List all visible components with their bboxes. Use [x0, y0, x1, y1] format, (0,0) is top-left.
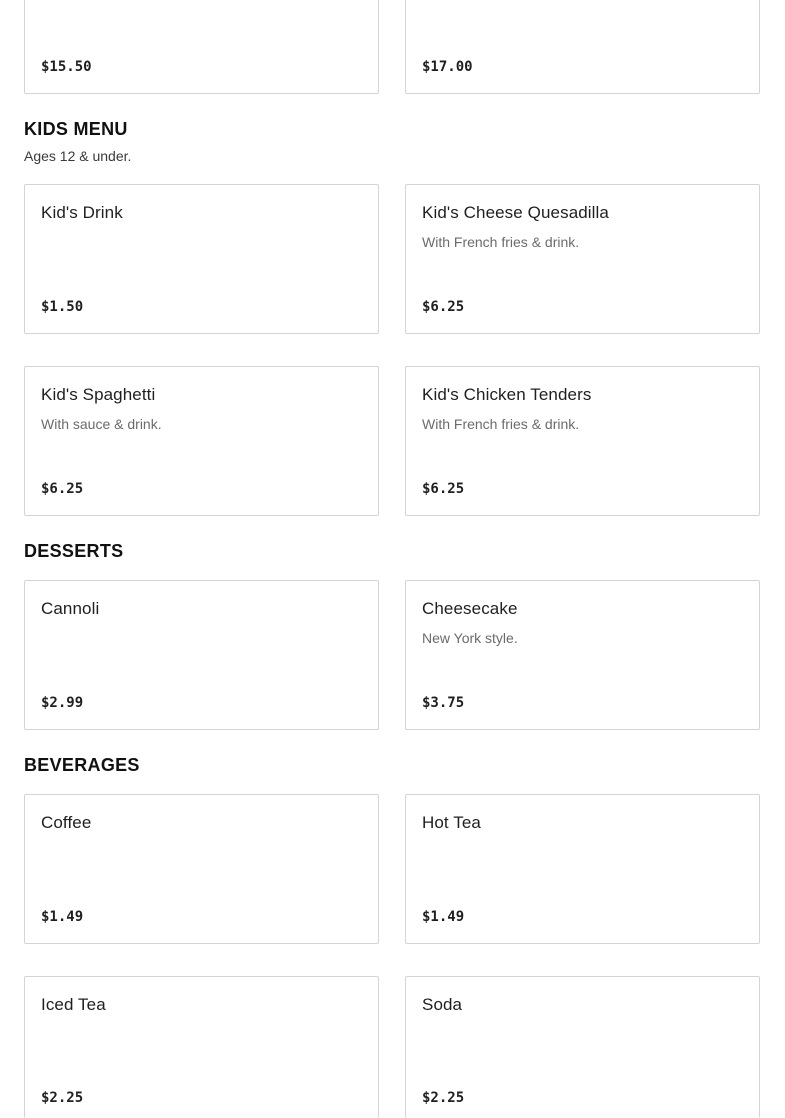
section-title-beverages: BEVERAGES	[24, 755, 140, 775]
menu-item-card-kids-drink[interactable]	[24, 184, 379, 334]
menu-item-description: New York style.	[422, 630, 518, 646]
menu-item-card-soda[interactable]	[405, 976, 760, 1118]
menu-item-price: $1.49	[41, 909, 84, 925]
section-title-kids-menu: KIDS MENU	[24, 119, 128, 139]
menu-item-name: Iced Tea	[41, 995, 106, 1014]
menu-item-description: With French fries & drink.	[422, 416, 580, 432]
menu-item-name: Kid's Spaghetti	[41, 385, 156, 404]
menu-item-name: Soda	[422, 995, 463, 1014]
menu-item-price: $6.25	[422, 481, 465, 497]
menu-item-price: $17.00	[422, 59, 473, 75]
menu-item-card-iced-tea[interactable]	[24, 976, 379, 1118]
menu-item-name: Coffee	[41, 813, 92, 832]
menu-item-description: With French fries & drink.	[422, 234, 580, 250]
menu-item-card-kids-chicken-tenders[interactable]	[405, 366, 760, 516]
menu-item-price: $3.75	[422, 695, 465, 711]
menu-item-price: $15.50	[41, 59, 92, 75]
menu-item-name: Cheesecake	[422, 599, 518, 618]
menu-item-name: Hot Tea	[422, 813, 481, 832]
menu-item-card-kids-cheese-quesadilla[interactable]	[405, 184, 760, 334]
menu-item-description: With sauce & drink.	[41, 416, 162, 432]
menu-item-name: Kid's Chicken Tenders	[422, 385, 592, 404]
menu-item-card-cannoli[interactable]	[24, 580, 379, 730]
menu-item-price: $1.50	[41, 299, 84, 315]
menu-item-card[interactable]	[405, 0, 760, 94]
menu-item-price: $2.99	[41, 695, 84, 711]
menu-item-card-hot-tea[interactable]	[405, 794, 760, 944]
menu-item-card-cheesecake[interactable]	[405, 580, 760, 730]
menu-item-price: $6.25	[422, 299, 465, 315]
menu-item-price: $2.25	[41, 1090, 84, 1106]
menu-item-price: $2.25	[422, 1090, 465, 1106]
menu-item-card-coffee[interactable]	[24, 794, 379, 944]
menu-item-card-kids-spaghetti[interactable]	[24, 366, 379, 516]
menu-item-price: $1.49	[422, 909, 465, 925]
section-subtitle-kids-menu: Ages 12 & under.	[24, 148, 132, 164]
menu-item-name: Kid's Cheese Quesadilla	[422, 203, 609, 222]
menu-item-price: $6.25	[41, 481, 84, 497]
menu-item-card[interactable]	[24, 0, 379, 94]
menu-item-name: Kid's Drink	[41, 203, 123, 222]
menu-item-name: Cannoli	[41, 599, 100, 618]
section-title-desserts: DESSERTS	[24, 541, 124, 561]
